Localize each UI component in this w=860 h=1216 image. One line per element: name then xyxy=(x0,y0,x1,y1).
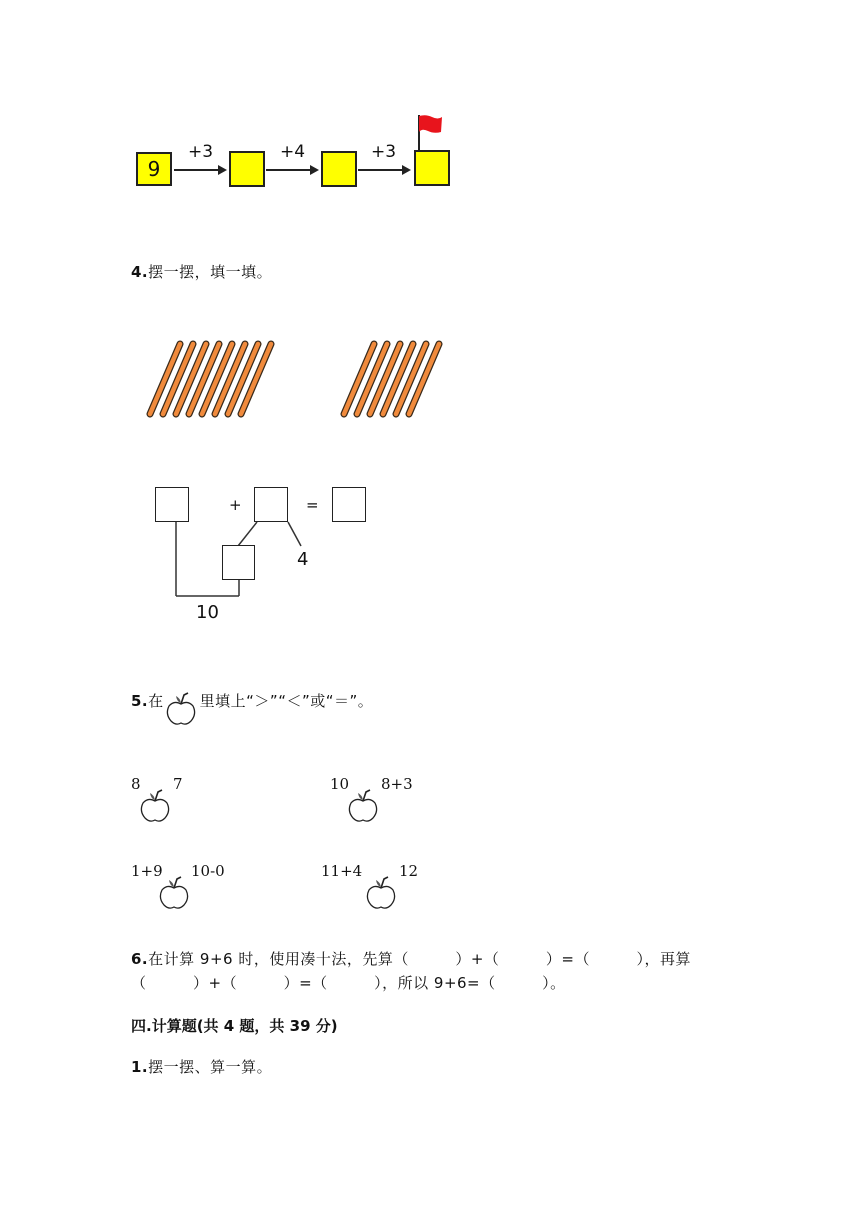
apple-icon xyxy=(164,690,198,728)
answer-box-1[interactable] xyxy=(229,151,265,187)
compare-4-left: 11+4 xyxy=(321,862,363,880)
question-number: 4. xyxy=(131,263,149,281)
sticks-illustration xyxy=(130,330,490,430)
make-ten-label: 10 xyxy=(196,602,219,623)
compare-1-left: 8 xyxy=(131,775,141,793)
plus-sign: + xyxy=(229,496,242,514)
apple-icon[interactable] xyxy=(138,787,172,827)
sticks-group-right xyxy=(344,344,439,414)
split-box[interactable] xyxy=(222,545,255,580)
compare-2-left: 10 xyxy=(330,775,350,793)
arrow-head-1 xyxy=(218,165,227,175)
addend-box-2[interactable] xyxy=(254,487,288,522)
question-6 xyxy=(131,947,741,995)
equals-sign: = xyxy=(306,496,319,514)
start-box: 9 xyxy=(136,152,172,186)
section4-question-1 xyxy=(131,1056,272,1077)
section-heading: 四.计算题(共 4 题，共 39 分) xyxy=(131,1017,338,1035)
compare-4-right: 12 xyxy=(399,862,419,880)
op-3: +3 xyxy=(371,142,397,162)
question-text-line2: （ ）+（ ）=（ ），所以 9+6=（ ）。 xyxy=(131,974,566,992)
question-number: 5. xyxy=(131,692,149,710)
addend-box-1[interactable] xyxy=(155,487,189,522)
apple-icon[interactable] xyxy=(157,874,191,914)
sticks-group-left xyxy=(150,344,271,414)
question-text-pre: 在 xyxy=(148,692,164,710)
question-text-line1: 在计算 9+6 时，使用凑十法，先算（ ）+（ ）=（ ），再算 xyxy=(148,950,691,968)
apple-icon[interactable] xyxy=(346,787,380,827)
compare-1-right: 7 xyxy=(173,775,183,793)
split-four: 4 xyxy=(297,549,309,570)
apple-icon[interactable] xyxy=(364,874,398,914)
question-4 xyxy=(131,261,272,282)
question-number: 1. xyxy=(131,1058,149,1076)
arrow-2 xyxy=(266,169,310,171)
arrow-head-3 xyxy=(402,165,411,175)
question-text: 摆一摆，填一填。 xyxy=(148,263,273,281)
sum-box[interactable] xyxy=(332,487,366,522)
question-number: 6. xyxy=(131,950,149,968)
question-text-post: 里填上“＞”“＜”或“＝”。 xyxy=(199,692,374,710)
answer-box-3[interactable] xyxy=(414,150,450,186)
op-1: +3 xyxy=(188,142,214,162)
arrow-head-2 xyxy=(310,165,319,175)
question-text: 摆一摆、算一算。 xyxy=(148,1058,273,1076)
arrow-3 xyxy=(358,169,402,171)
compare-2-right: 8+3 xyxy=(381,775,413,793)
op-2: +4 xyxy=(280,142,306,162)
red-flag-icon xyxy=(414,112,444,152)
answer-box-2[interactable] xyxy=(321,151,357,187)
arrow-1 xyxy=(174,169,218,171)
compare-3-right: 10-0 xyxy=(191,862,225,880)
compare-3-left: 1+9 xyxy=(131,862,163,880)
